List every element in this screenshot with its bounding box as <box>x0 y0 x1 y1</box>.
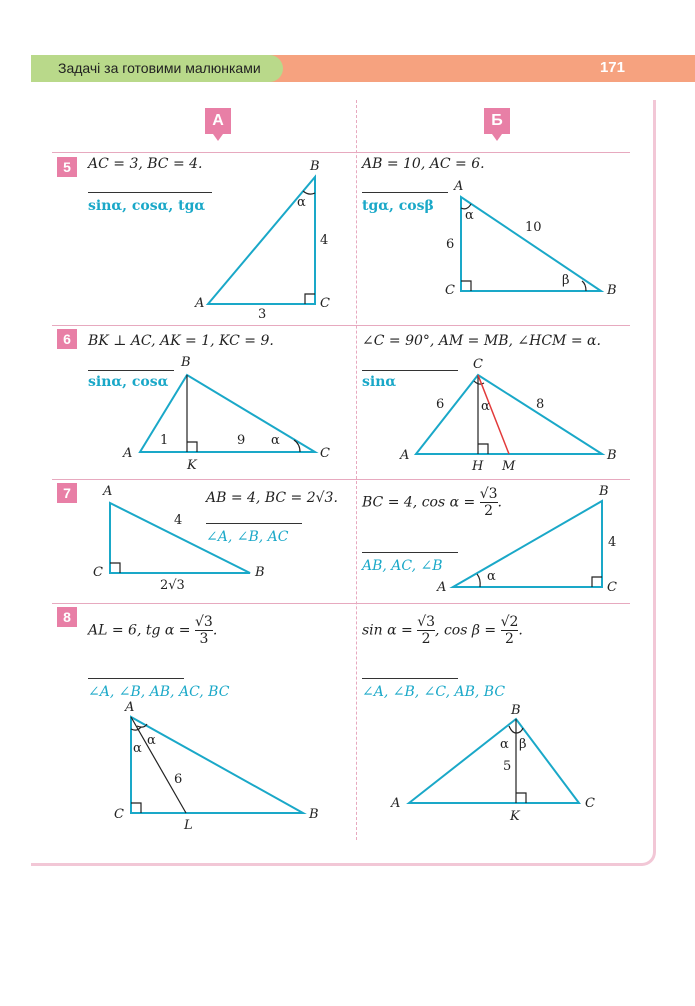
angle-label: α <box>133 741 142 756</box>
angle-arc <box>131 727 141 730</box>
column-label-a: А <box>205 108 231 134</box>
fraction-top: √3 <box>194 614 213 630</box>
angle-arc <box>477 574 480 587</box>
angle-label: α <box>500 737 509 752</box>
vertex-label: K <box>510 809 520 824</box>
angle-arc <box>474 381 484 384</box>
column-label-b: Б <box>484 108 510 134</box>
problem-8b-given: sin α = $\frac{√3}{2}$ , cos β = $\frac{√2}{2}$ . <box>362 614 523 647</box>
vertex-label: A <box>437 580 447 595</box>
problem-7b-ask: AB, AC, ∠B <box>362 558 443 574</box>
vertex-label: B <box>607 448 617 463</box>
given-text: , cos β = <box>435 622 497 639</box>
angle-label: α <box>481 399 490 414</box>
vertex-label: H <box>472 459 484 474</box>
angle-arc <box>303 191 315 194</box>
vertex-label: M <box>502 459 516 474</box>
angle-label: α <box>147 733 156 748</box>
vertex-label: A <box>391 796 401 811</box>
problem-number: 5 <box>57 157 77 177</box>
side-label: 6 <box>174 772 183 787</box>
right-angle-mark <box>592 577 602 587</box>
vertex-label: B <box>310 159 320 174</box>
problem-7a-given: AB = 4, BC = 2√3. <box>206 490 338 506</box>
right-angle-mark <box>187 442 197 452</box>
angle-label: β <box>519 737 527 752</box>
vertex-label: A <box>400 448 410 463</box>
vertex-label: A <box>103 484 113 499</box>
triangle-7b <box>453 501 602 587</box>
side-label: 8 <box>536 397 545 412</box>
fraction-bottom: 2 <box>484 503 494 519</box>
problem-8a-ask: ∠A, ∠B, AB, AC, BC <box>88 684 230 700</box>
side-label: 9 <box>237 433 246 448</box>
vertex-label: L <box>184 818 193 833</box>
vertex-label: A <box>454 179 464 194</box>
fraction-bottom: 2 <box>505 631 514 647</box>
vertex-label: K <box>187 458 197 473</box>
problem-6a-ask: sinα, cosα <box>88 374 169 390</box>
right-angle-mark <box>131 803 141 813</box>
vertex-label: C <box>473 357 483 372</box>
side-label: 1 <box>160 433 169 448</box>
fraction-top: √3 <box>417 614 436 630</box>
problem-number: 8 <box>57 607 77 627</box>
vertex-label: C <box>320 446 330 461</box>
angle-arc <box>516 728 523 733</box>
vertex-label: C <box>585 796 595 811</box>
angle-arc <box>582 281 586 291</box>
right-angle-mark <box>305 294 315 304</box>
angle-label: α <box>271 433 280 448</box>
fraction-top: √3 <box>479 486 498 502</box>
right-angle-mark <box>516 793 526 803</box>
problem-number: 6 <box>57 329 77 349</box>
side-label: 2√3 <box>160 578 185 593</box>
right-angle-mark <box>461 281 471 291</box>
vertex-label: B <box>309 807 319 822</box>
side-label: 4 <box>608 535 617 550</box>
given-text: BC = 4, cos α = <box>362 494 476 511</box>
triangle-6b <box>416 375 602 454</box>
right-angle-mark <box>478 444 488 454</box>
given-text: sin α = <box>362 622 413 639</box>
angle-label: α <box>297 195 306 210</box>
vertex-label: B <box>607 283 617 298</box>
triangle-8b <box>409 719 579 803</box>
vertex-label: C <box>445 283 455 298</box>
problem-8b-ask: ∠A, ∠B, ∠C, AB, BC <box>362 684 506 700</box>
vertex-label: B <box>255 565 265 580</box>
problem-5b-given: AB = 10, AC = 6. <box>362 156 485 172</box>
side-label: 6 <box>446 237 455 252</box>
vertex-label: C <box>114 807 124 822</box>
side-label: 4 <box>174 513 183 528</box>
angle-label: α <box>465 208 474 223</box>
vertex-label: B <box>599 484 609 499</box>
vertex-label: A <box>195 296 205 311</box>
vertex-label: A <box>125 700 135 715</box>
fraction-bottom: 2 <box>421 631 431 647</box>
median-cm <box>478 375 509 454</box>
triangle-5b <box>461 197 601 291</box>
problem-5a-given: AC = 3, BC = 4. <box>88 156 203 172</box>
angle-label: β <box>562 273 570 288</box>
side-label: 6 <box>436 397 445 412</box>
header-title: Задачі за готовими малюнками <box>58 60 261 76</box>
side-label: 10 <box>525 220 542 235</box>
angle-label: α <box>487 569 496 584</box>
side-label: 5 <box>503 759 512 774</box>
vertex-label: C <box>607 580 617 595</box>
vertex-label: A <box>123 446 133 461</box>
problem-7b-given: BC = 4, cos α = $\frac{√3}{2}$ . <box>362 486 502 519</box>
given-text: AL = 6, tg α = <box>88 622 191 639</box>
page-number: 171 <box>599 59 625 76</box>
vertex-label: B <box>511 703 521 718</box>
fraction-top: √2 <box>500 614 519 630</box>
vertex-label: C <box>93 565 103 580</box>
problem-5a-ask: sinα, cosα, tgα <box>88 198 206 214</box>
vertex-label: B <box>181 355 191 370</box>
problem-6a-given: BK ⊥ AC, AK = 1, KC = 9. <box>88 333 274 349</box>
side-label: 3 <box>258 307 267 322</box>
vertex-label: C <box>320 296 330 311</box>
triangle-8a <box>131 717 303 813</box>
problem-8a-given: AL = 6, tg α = $\frac{√3}{3}$ . <box>88 614 218 647</box>
problem-6b-ask: sinα <box>362 374 397 390</box>
side-label: 4 <box>320 233 329 248</box>
problem-number: 7 <box>57 483 77 503</box>
problem-7a-ask: ∠A, ∠B, AC <box>206 529 289 545</box>
fraction-bottom: 3 <box>199 631 209 647</box>
right-angle-mark <box>110 563 120 573</box>
problem-5b-ask: tgα, cosβ <box>362 198 434 214</box>
problem-6b-given: ∠C = 90°, AM = MB, ∠HCM = α. <box>362 333 601 349</box>
angle-arc <box>509 726 516 733</box>
